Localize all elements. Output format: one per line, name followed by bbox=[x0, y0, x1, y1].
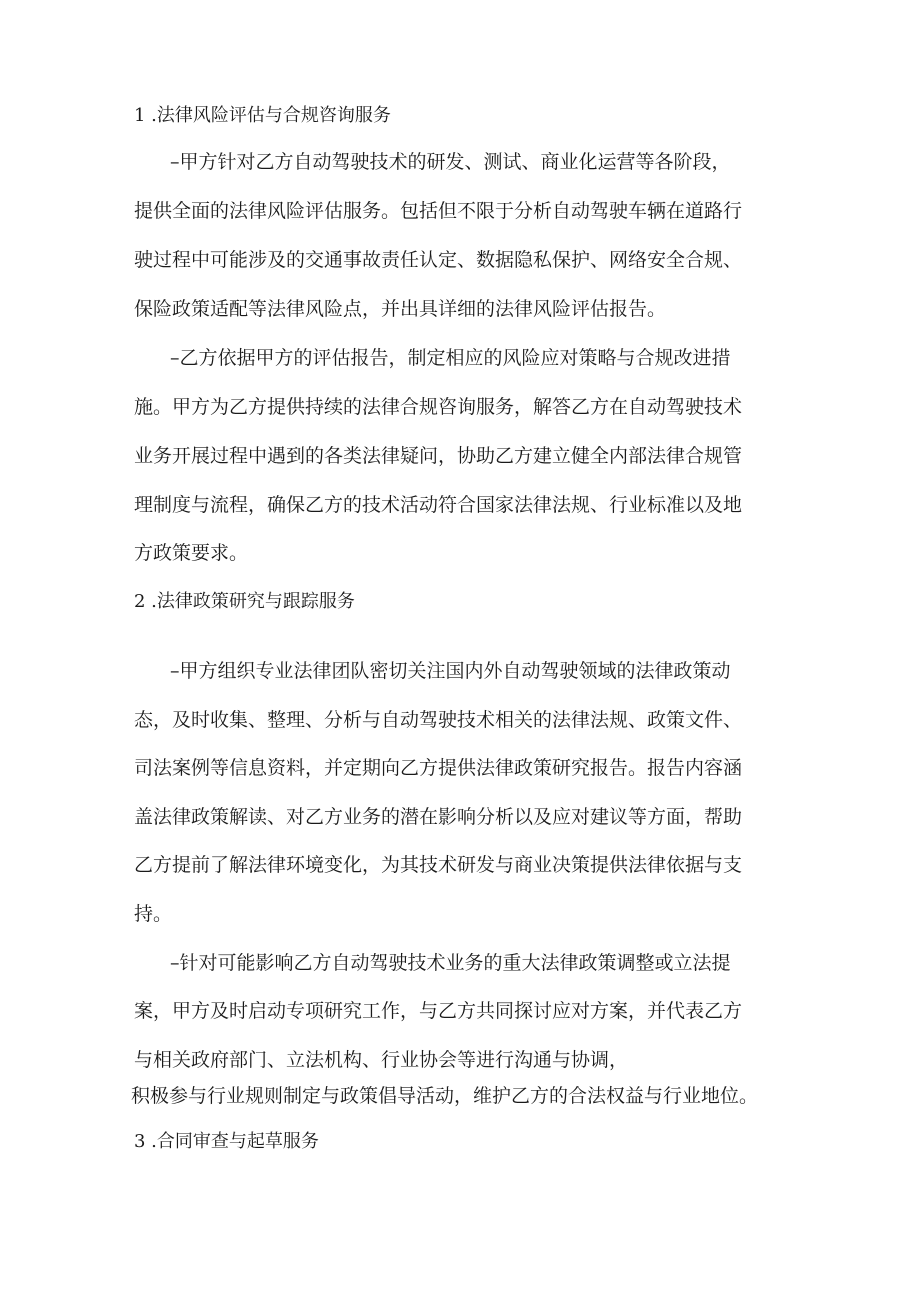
paragraph-line: 态，及时收集、整理、分析与自动驾驶技术相关的法律法规、政策文件、 bbox=[134, 709, 743, 731]
paragraph-line: –甲方组织专业法律团队密切关注国内外自动驾驶领域的法律政策动 bbox=[170, 660, 731, 682]
paragraph-line: 案，甲方及时启动专项研究工作，与乙方共同探讨应对方案，并代表乙方 bbox=[134, 1000, 743, 1022]
paragraph-line: 驶过程中可能涉及的交通事故责任认定、数据隐私保护、网络安全合规、 bbox=[134, 249, 743, 271]
paragraph-line: –甲方针对乙方自动驾驶技术的研发、测试、商业化运营等各阶段， bbox=[170, 151, 731, 173]
paragraph-line: 保险政策适配等法律风险点，并出具详细的法律风险评估报告。 bbox=[134, 298, 667, 320]
paragraph-line: 与相关政府部门、立法机构、行业协会等进行沟通与协调， bbox=[134, 1049, 629, 1071]
paragraph-line: 业务开展过程中遇到的各类法律疑问，协助乙方建立健全内部法律合规管 bbox=[134, 445, 743, 467]
paragraph-line: 司法案例等信息资料，并定期向乙方提供法律政策研究报告。报告内容涵 bbox=[134, 757, 743, 779]
paragraph-line: 提供全面的法律风险评估服务。包括但不限于分析自动驾驶车辆在道路行 bbox=[134, 200, 743, 222]
paragraph-line: 施。甲方为乙方提供持续的法律合规咨询服务，解答乙方在自动驾驶技术 bbox=[134, 396, 743, 418]
section-heading-3: 3 .合同审查与起草服务 bbox=[134, 1131, 319, 1152]
paragraph-line: 乙方提前了解法律环境变化，为其技术研发与商业决策提供法律依据与支 bbox=[134, 854, 743, 876]
section-heading-1: 1 .法律风险评估与合规咨询服务 bbox=[134, 105, 391, 126]
section-heading-2: 2 .法律政策研究与跟踪服务 bbox=[134, 591, 355, 612]
paragraph-line: 理制度与流程，确保乙方的技术活动符合国家法律法规、行业标准以及地 bbox=[134, 494, 743, 516]
paragraph-line: –针对可能影响乙方自动驾驶技术业务的重大法律政策调整或立法提 bbox=[170, 952, 731, 974]
paragraph-line: 盖法律政策解读、对乙方业务的潜在影响分析以及应对建议等方面，帮助 bbox=[134, 806, 743, 828]
paragraph-line: 持。 bbox=[134, 903, 173, 925]
paragraph-line: 方政策要求。 bbox=[134, 542, 249, 564]
paragraph-line: 积极参与行业规则制定与政策倡导活动，维护乙方的合法权益与行业地位。 bbox=[131, 1085, 759, 1107]
paragraph-line: –乙方依据甲方的评估报告，制定相应的风险应对策略与合规改进措 bbox=[170, 347, 731, 369]
